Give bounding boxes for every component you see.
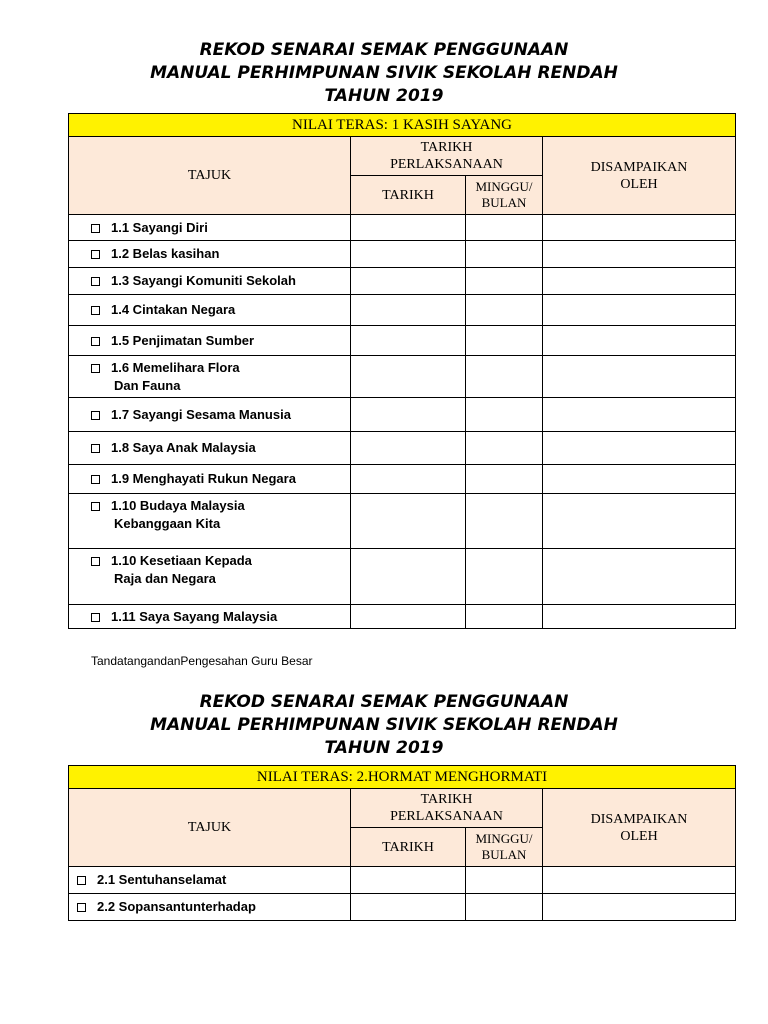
table-row [69,605,736,629]
header-text: PERLAKSANAAN [390,809,503,824]
disampaikan-oleh-cell[interactable] [543,326,736,356]
header-text: BULAN [481,847,527,862]
disampaikan-oleh-cell[interactable] [543,494,736,549]
checklist-item [69,398,351,432]
item-label [91,470,350,488]
checkbox-icon[interactable] [91,337,100,346]
header-text: TARIKH [420,140,473,155]
item-label [91,219,350,237]
minggu-bulan-cell[interactable] [466,241,543,268]
item-text: 1.5 Penjimatan Sumber [111,332,255,348]
checklist-item [69,432,351,465]
minggu-bulan-cell[interactable] [466,268,543,295]
item-label [91,439,350,457]
checklist-item [69,241,351,268]
tarikh-cell[interactable] [351,295,466,326]
disampaikan-oleh-cell[interactable] [543,867,736,894]
item-label [91,497,350,515]
minggu-bulan-cell[interactable] [466,398,543,432]
table-row [69,268,736,295]
minggu-bulan-cell[interactable] [466,295,543,326]
table-row [69,867,736,894]
tarikh-cell[interactable] [351,268,466,295]
header-text: DISAMPAIKAN [590,811,688,827]
disampaikan-oleh-cell[interactable] [543,465,736,494]
header-text: MINGGU/ [475,179,533,194]
item-text: 1.11 Saya Sayang Malaysia [111,608,278,624]
checklist-item [69,494,351,549]
table-row [69,894,736,921]
checkbox-icon[interactable] [91,502,100,511]
item-label [91,272,350,290]
checkbox-icon[interactable] [91,224,100,233]
item-text: 1.9 Menghayati Rukun Negara [111,471,296,486]
tarikh-cell[interactable] [351,494,466,549]
column-tajuk: TAJUK [69,789,351,867]
checkbox-icon[interactable] [91,250,100,259]
checklist-item [69,605,351,629]
disampaikan-oleh-cell[interactable] [543,398,736,432]
checkbox-icon[interactable] [91,277,100,286]
checklist-item [69,268,351,295]
table-row [69,432,736,465]
header-text: MINGGU/ [475,831,533,846]
checkbox-icon[interactable] [91,557,100,566]
heading-line: REKOD SENARAI SEMAK PENGGUNAAN [199,692,569,712]
table-row [69,295,736,326]
item-text: 1.4 Cintakan Negara [111,302,236,317]
table-row [69,398,736,432]
checkbox-icon[interactable] [91,613,100,622]
checkbox-icon[interactable] [91,411,100,420]
checklist-table-hormat-menghormati [68,765,736,921]
disampaikan-oleh-cell[interactable] [543,605,736,629]
tarikh-cell[interactable] [351,356,466,398]
tarikh-cell[interactable] [351,432,466,465]
table-row [69,241,736,268]
tarikh-cell[interactable] [351,465,466,494]
table-row [69,356,736,398]
heading-line: REKOD SENARAI SEMAK PENGGUNAAN [199,40,569,60]
item-label [77,898,350,916]
table-row [69,549,736,605]
item-label [91,332,350,350]
item-text-continued: Kebanggaan Kita [114,516,221,531]
checklist-item [69,549,351,605]
item-text: 1.7 Sayangi Sesama Manusia [111,406,291,422]
item-text-continued: Dan Fauna [114,378,181,393]
item-text: 1.10 Budaya Malaysia [111,498,245,513]
disampaikan-oleh-cell[interactable] [543,356,736,398]
checkbox-icon[interactable] [91,364,100,373]
tarikh-cell[interactable] [351,241,466,268]
record-heading [0,691,768,760]
disampaikan-oleh-cell[interactable] [543,241,736,268]
header-text: BULAN [481,195,527,210]
column-minggu-bulan [466,828,543,867]
column-tarikh-perlaksanaan [351,137,543,176]
table-row [69,465,736,494]
checklist-item [69,326,351,356]
minggu-bulan-cell[interactable] [466,494,543,549]
item-text: 1.3 Sayangi Komuniti Sekolah [111,273,296,288]
minggu-bulan-cell[interactable] [466,326,543,356]
checklist-item [69,465,351,494]
minggu-bulan-cell[interactable] [466,215,543,241]
column-disampaikan-oleh [543,789,736,867]
disampaikan-oleh-cell[interactable] [543,268,736,295]
item-text: 1.10 Kesetiaan Kepada [111,553,252,568]
table-title: NILAI TERAS: 1 KASIH SAYANG [69,114,736,137]
disampaikan-oleh-cell[interactable] [543,549,736,605]
disampaikan-oleh-cell[interactable] [543,295,736,326]
tarikh-cell[interactable] [351,894,466,921]
disampaikan-oleh-cell[interactable] [543,894,736,921]
checklist-item [69,215,351,241]
checklist-item [69,867,351,894]
header-text: OLEH [620,176,658,192]
item-text: 2.1 Sentuhanselamat [97,872,227,887]
checkbox-icon[interactable] [77,903,86,912]
tarikh-cell[interactable] [351,215,466,241]
item-text: 2.2 Sopansantunterhadap [97,899,256,914]
heading-line: TAHUN 2019 [324,86,444,106]
minggu-bulan-cell[interactable] [466,432,543,465]
table-row [69,215,736,241]
minggu-bulan-cell[interactable] [466,549,543,605]
item-label [91,552,350,570]
header-text: TARIKH [420,792,473,807]
table-row [69,326,736,356]
item-text: 1.8 Saya Anak Malaysia [111,440,256,455]
minggu-bulan-cell[interactable] [466,465,543,494]
heading-line: TAHUN 2019 [324,738,444,758]
item-label [91,608,350,626]
item-label [91,301,350,319]
checkbox-icon[interactable] [91,306,100,315]
signature-note: TandatangandanPengesahan Guru Besar [91,654,313,668]
checklist-item [69,356,351,398]
checkbox-icon[interactable] [91,444,100,453]
column-tarikh-perlaksanaan [351,789,543,828]
checklist-item [69,295,351,326]
heading-line: MANUAL PERHIMPUNAN SIVIK SEKOLAH RENDAH [150,63,618,83]
heading-line: MANUAL PERHIMPUNAN SIVIK SEKOLAH RENDAH [150,715,618,735]
disampaikan-oleh-cell[interactable] [543,432,736,465]
checklist-item [69,894,351,921]
minggu-bulan-cell[interactable] [466,894,543,921]
column-tajuk: TAJUK [69,137,351,215]
item-label [91,245,350,263]
tarikh-cell[interactable] [351,605,466,629]
tarikh-cell[interactable] [351,326,466,356]
column-tarikh: TARIKH [351,176,466,215]
checkbox-icon[interactable] [77,876,86,885]
disampaikan-oleh-cell[interactable] [543,215,736,241]
tarikh-cell[interactable] [351,549,466,605]
item-label [91,359,350,377]
tarikh-cell[interactable] [351,398,466,432]
header-text: OLEH [620,828,658,844]
table-row [69,494,736,549]
table-title: NILAI TERAS: 2.HORMAT MENGHORMATI [69,766,736,789]
checkbox-icon[interactable] [91,475,100,484]
minggu-bulan-cell[interactable] [466,867,543,894]
header-text: DISAMPAIKAN [590,159,688,175]
minggu-bulan-cell[interactable] [466,605,543,629]
item-text: 1.6 Memelihara Flora [111,360,240,375]
item-text-continued: Raja dan Negara [114,571,216,586]
minggu-bulan-cell[interactable] [466,356,543,398]
item-text: 1.1 Sayangi Diri [111,219,208,235]
column-tarikh: TARIKH [351,828,466,867]
item-text: 1.2 Belas kasihan [111,246,220,261]
tarikh-cell[interactable] [351,867,466,894]
checklist-table-kasih-sayang [68,113,736,629]
column-minggu-bulan [466,176,543,215]
record-heading [0,39,768,108]
item-label [77,871,350,889]
item-label [91,406,350,424]
header-text: PERLAKSANAAN [390,157,503,172]
column-disampaikan-oleh [543,137,736,215]
